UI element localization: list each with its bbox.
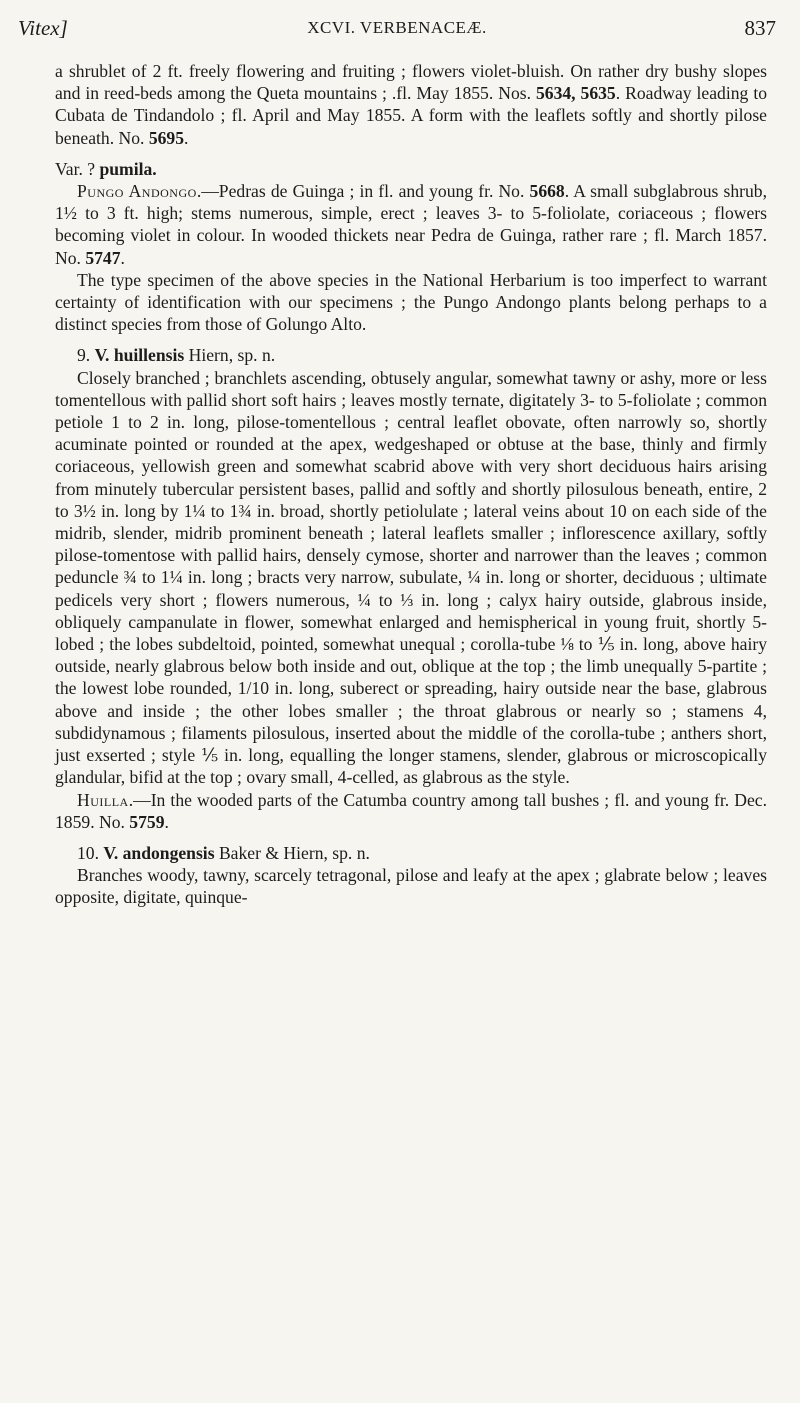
species-10-description: Branches woody, tawny, scarcely tetragonal, pilose and leafy at the apex ; glabrate below ; leaves opposite, digitate, quinque-: [55, 865, 767, 908]
species-9-name: V. huillensis: [94, 345, 185, 366]
huilla-text-a: .—In the wooded parts of the Catumba country among tall bushes ; fl. and young fr. Dec. 1859. No.: [55, 789, 767, 832]
page-body: [55, 60, 767, 909]
intro-text-a: a shrublet of 2 ft. freely flowering and fruiting ; flowers violet-bluish. On rather dry bushy slopes and in reed-beds among the Queta mountains ; .fl. May 1855. Nos.: [55, 61, 767, 104]
huilla-paragraph: [55, 789, 767, 833]
specimen-number-b: 5695: [148, 127, 184, 148]
type-note-paragraph: The type specimen of the above species in the National Herbarium is too imperfect to warrant certainty of identification with our specimens ; the Pungo Andongo plants belong perhaps to a distinct species from those of Golungo Alto.: [55, 269, 767, 335]
species-10-heading: [55, 842, 767, 864]
locality-pungo: Pungo Andongo: [77, 181, 197, 202]
intro-text-c: .: [184, 127, 189, 148]
specimen-number-5668: 5668: [529, 181, 565, 202]
species-9-description: Closely branched ; branchlets ascending, obtusely angular, somewhat tawny or ashy, more or less tomentellous with pallid short soft hairs ; leaves mostly ternate, digitately 3- to 5-foliolate ; common petiole 1 to 2 in. long, pilose-tomentellous ; central leaflet obovate, often narrowly so, shortly acuminate pointed or rounded at the apex, wedgeshaped or obtuse at the base, thinly and firmly coriaceous, yellowish green and somewhat scabrid above with very short deciduous hairs arising from minutely tubercular persistent bases, pallid and softly and shortly pilosulous beneath, entire, 2 to 3½ in. long by 1¼ to 1¾ in. broad, shortly petiolulate ; lateral veins about 10 on each side of the midrib, slender, midrib prominent beneath ; lateral leaflets smaller ; inflorescence axillary, softly pilose-tomentose with pallid hairs, densely cymose, shorter and narrower than the leaves ; common peduncle ¾ to 1¼ in. long ; bracts very narrow, subulate, ¼ in. long or shorter, deciduous ; ultimate pedicels very short ; flowers numerous, ¼ to ⅓ in. long ; calyx hairy outside, glabrous inside, obliquely campanulate in flower, somewhat enlarged and hemispherical in young fruit, shortly 5-lobed ; the lobes subdeltoid, pointed, somewhat unequal ; corolla-tube ⅛ to ⅕ in. long, above hairy outside, nearly glabrous below both inside and out, oblique at the top ; the limb unequally 5-partite ; the lowest lobe rounded, 1/10 in. long, suberect or spreading, hairy outside near the base, glabrous above and inside ; the other lobes smaller ; the throat glabrous or nearly so ; stamens 4, subdidynamous ; filaments pilosulous, inserted about the middle of the corolla-tube ; anthers short, just exserted ; style ⅕ in. long, equalling the longer stamens, slender, glabrous or microscopically glandular, bifid at the top ; ovary small, 4-celled, as glabrous as the style.: [55, 367, 767, 788]
header-genus: Vitex]: [18, 16, 68, 40]
variety-name: pumila.: [99, 158, 157, 179]
pungo-paragraph: [55, 180, 767, 269]
page-number: 837: [744, 16, 776, 40]
specimen-number-5759: 5759: [129, 811, 165, 832]
pungo-text-c: .: [120, 247, 125, 268]
intro-text-b: . Roadway leading to Cubata de Tindandolo ; fl. April and May 1855. A form with the leaflets softly and shortly pilose beneath. No.: [55, 83, 767, 148]
species-10-number: 10.: [77, 842, 104, 863]
header-family: XCVI. VERBENACEÆ.: [307, 18, 487, 37]
pungo-text-a: .—Pedras de Guinga ; in fl. and young fr. No.: [196, 181, 530, 202]
variety-label: Var. ?: [55, 158, 100, 179]
species-9-author: Hiern, sp. n.: [184, 345, 276, 366]
huilla-text-b: .: [164, 811, 169, 832]
variety-heading: [55, 158, 767, 180]
specimen-number-5747: 5747: [85, 247, 121, 268]
pungo-text-b: . A small subglabrous shrub, 1½ to 3 ft. high; stems numerous, simple, erect ; leaves 3- to 5-foliolate, coriaceous ; flowers becoming violet in colour. In wooded thickets near Pedra de Guinga, rather rare ; fl. March 1857. No.: [55, 181, 768, 268]
specimen-numbers-a: 5634, 5635: [535, 83, 616, 104]
intro-paragraph: [55, 60, 767, 149]
species-9-heading: [55, 344, 767, 366]
running-header: [18, 16, 776, 46]
species-10-author: Baker & Hiern, sp. n.: [214, 842, 370, 863]
species-9-number: 9.: [77, 345, 95, 366]
locality-huilla: Huilla: [77, 789, 129, 810]
species-10-name: V. andongensis: [103, 842, 215, 863]
